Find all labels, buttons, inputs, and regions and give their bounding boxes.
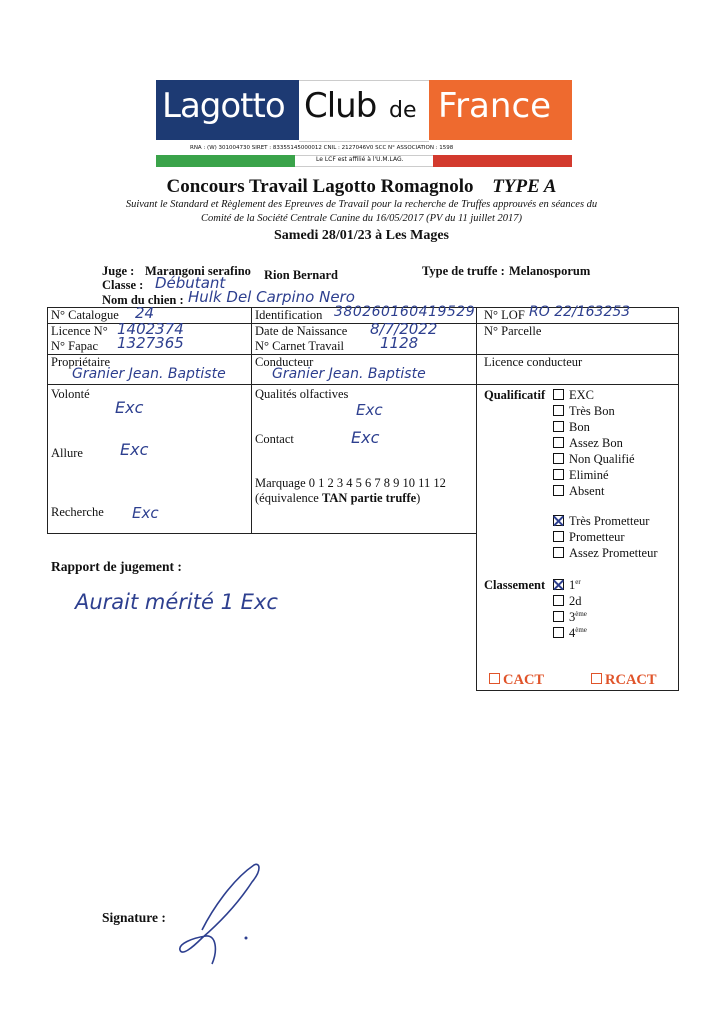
catalogue-label: N° Catalogue (51, 308, 119, 322)
parcelle-label: N° Parcelle (484, 324, 542, 338)
dog-value: Hulk Del Carpino Nero (188, 288, 355, 306)
equivalence-prefix: (équivalence (255, 491, 322, 505)
page-title (0, 176, 723, 198)
checkbox[interactable] (591, 673, 602, 684)
qual-option-absent[interactable]: Absent (553, 484, 604, 499)
judge-label: Juge : (102, 264, 135, 278)
carnet-value: 1128 (380, 334, 419, 352)
logo-affiliation: Le LCF est affilié à l'U.M.LAG. (316, 156, 404, 163)
checkbox[interactable] (553, 611, 564, 622)
qual-option-assez-bon[interactable]: Assez Bon (553, 436, 623, 451)
logo-word-de: de (389, 98, 417, 123)
olfactives-value: Exc (356, 401, 383, 419)
logo (156, 80, 572, 169)
recherche-value: Exc (132, 504, 159, 522)
judge-1: Marangoni serafino (145, 264, 251, 278)
classement-3rd[interactable]: 3ème (553, 610, 587, 625)
dog-label: Nom du chien : (102, 293, 184, 307)
qual-option-tres-prometteur[interactable]: Très Prometteur (553, 514, 649, 529)
checkbox[interactable] (553, 531, 564, 542)
classement-4th[interactable]: 4ème (553, 626, 587, 641)
catalogue-value: 24 (135, 304, 155, 322)
rcact-option[interactable]: RCACT (591, 672, 657, 689)
checkbox[interactable] (553, 547, 564, 558)
truffle-label: Type de truffe : (422, 264, 505, 278)
checkbox[interactable] (553, 627, 564, 638)
logo-word-lagotto: Lagotto (162, 86, 285, 126)
checkbox[interactable] (553, 389, 564, 400)
handler-licence-label: Licence conducteur (484, 355, 583, 369)
title-type: TYPE A (492, 176, 557, 197)
qual-option-assez-prometteur[interactable]: Assez Prometteur (553, 546, 658, 561)
fapac-value: 1327365 (117, 334, 184, 352)
allure-value: Exc (120, 440, 149, 459)
lof-value: RO 22/163253 (529, 304, 631, 320)
qualificatif-label: Qualificatif (484, 388, 546, 402)
contact-value: Exc (351, 428, 380, 447)
logo-word-club: Club (304, 86, 377, 126)
contact-label: Contact (255, 432, 294, 446)
owner-value: Granier Jean. Baptiste (72, 366, 226, 382)
date-place: Samedi 28/01/23 à Les Mages (274, 228, 449, 243)
classement-1st[interactable]: 1er (553, 578, 581, 593)
classement-label: Classement (484, 578, 546, 592)
class-value: Débutant (155, 274, 226, 292)
volonte-label: Volonté (51, 387, 90, 401)
birth-value: 8/7/2022 (370, 320, 438, 338)
checkbox[interactable] (553, 453, 564, 464)
licence-value: 1402374 (117, 320, 184, 338)
checkbox[interactable] (553, 405, 564, 416)
qual-option-prometteur[interactable]: Prometteur (553, 530, 625, 545)
marquage-label: Marquage 0 1 2 3 4 5 6 7 8 9 10 11 12 (255, 476, 446, 490)
identification-value: 380260160419529 (334, 304, 476, 320)
lof-label: N° LOF (484, 308, 525, 322)
qual-option-bon[interactable]: Bon (553, 420, 590, 435)
handler-value: Granier Jean. Baptiste (272, 366, 426, 382)
checkbox-checked[interactable] (553, 515, 564, 526)
cact-option[interactable]: CACT (489, 672, 544, 689)
checkbox[interactable] (553, 469, 564, 480)
equivalence-suffix: ) (416, 491, 421, 505)
truffle-value: Melanosporum (509, 264, 591, 278)
recherche-label: Recherche (51, 505, 104, 519)
checkbox[interactable] (553, 437, 564, 448)
rapport-label: Rapport de jugement : (51, 559, 182, 574)
qual-option-non-qualifie[interactable]: Non Qualifié (553, 452, 635, 467)
rapport-value: Aurait mérité 1 Exc (75, 590, 278, 614)
equivalence-bold: TAN partie truffe (321, 491, 417, 505)
signature-mark (172, 860, 272, 970)
checkbox[interactable] (553, 595, 564, 606)
title-text: Concours Travail Lagotto Romagnolo (166, 176, 474, 197)
judge-2: Rion Bernard (264, 268, 338, 282)
licence-label: Licence N° (51, 324, 108, 338)
checkbox[interactable] (489, 673, 500, 684)
fapac-label: N° Fapac (51, 339, 98, 353)
checkbox-checked[interactable] (553, 579, 564, 590)
birth-label: Date de Naissance (255, 324, 348, 338)
handler-label: Conducteur (255, 355, 314, 369)
identification-label: Identification (255, 308, 323, 322)
allure-label: Allure (51, 446, 83, 460)
qual-option-exc[interactable]: EXC (553, 388, 594, 403)
olfactives-label: Qualités olfactives (255, 387, 349, 401)
equivalence-text (255, 491, 420, 506)
qual-option-elimine[interactable]: Eliminé (553, 468, 609, 483)
checkbox[interactable] (553, 421, 564, 432)
qual-option-tres-bon[interactable]: Très Bon (553, 404, 615, 419)
volonte-value: Exc (115, 398, 144, 417)
subtitle-line-2: Comité de la Société Centrale Canine du 16/05/2017 (PV du 11 juillet 2017) (201, 213, 522, 224)
signature-label: Signature : (102, 910, 166, 925)
carnet-label: N° Carnet Travail (255, 339, 345, 353)
classement-2d[interactable]: 2d (553, 594, 582, 609)
class-label: Classe : (102, 278, 144, 292)
checkbox[interactable] (553, 485, 564, 496)
owner-label: Propriétaire (51, 355, 111, 369)
subtitle-line-1: Suivant le Standard et Règlement des Epreuves de Travail pour la recherche de Truffes approuvés en séances du (125, 199, 598, 210)
logo-word-france: France (438, 86, 552, 126)
logo-registry-line: RNA : (W) 301004730 SIRET : 83355145000012 CNIL : 2127046V0 SCC N° ASSOCIATION : 1598 (190, 145, 454, 151)
